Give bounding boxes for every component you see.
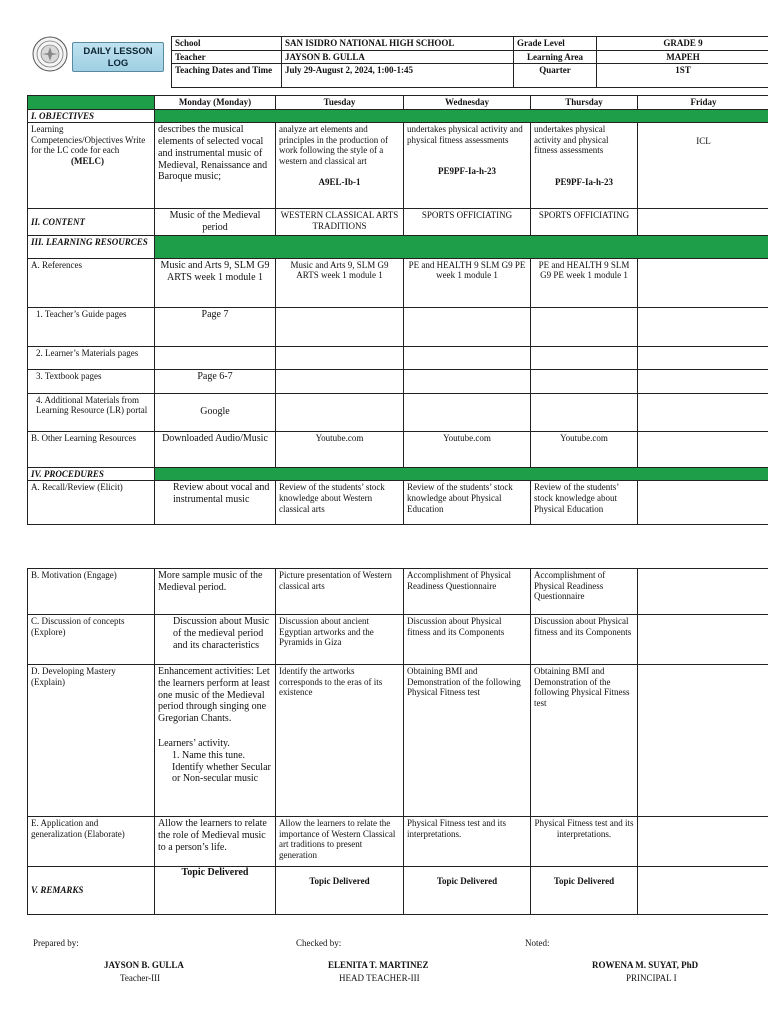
learning-area-value: MAPEH xyxy=(597,50,768,64)
other-resources-wednesday: Youtube.com xyxy=(404,431,531,467)
references-wednesday: PE and HEALTH 9 SLM G9 PE week 1 module 1 xyxy=(404,258,531,307)
remarks-monday: Topic Delivered xyxy=(155,867,276,915)
day-header-tuesday: Tuesday xyxy=(276,96,404,110)
checked-by-name: ELENITA T. MARTINEZ xyxy=(328,960,429,970)
header-info-table xyxy=(171,36,768,88)
remarks-tuesday: Topic Delivered xyxy=(276,867,404,915)
objectives-friday: ICL xyxy=(638,123,768,209)
textbook-pages-label: 3. Textbook pages xyxy=(28,369,155,393)
objectives-tuesday: analyze art elements and principles in the production of work following the style of a western and classical art A9EL-Ib-1 xyxy=(276,123,404,209)
discussion-wednesday: Discussion about Physical fitness and its Components xyxy=(404,615,531,665)
motivation-tuesday: Picture presentation of Western classical arts xyxy=(276,569,404,615)
content-wednesday: SPORTS OFFICIATING xyxy=(404,209,531,236)
references-monday: Music and Arts 9, SLM G9 ARTS week 1 module 1 xyxy=(155,258,276,307)
discussion-thursday: Discussion about Physical fitness and its Components xyxy=(531,615,638,665)
day-header-row xyxy=(28,96,768,110)
other-resources-thursday: Youtube.com xyxy=(531,431,638,467)
recall-wednesday: Review of the students’ stock knowledge about Physical Education xyxy=(404,481,531,525)
objectives-row-label: Learning Competencies/Objectives Write for the LC code for each (MELC) xyxy=(28,123,155,209)
learning-area-label: Learning Area xyxy=(514,50,597,64)
learners-materials-label: 2. Learner’s Materials pages xyxy=(28,346,155,369)
application-label: E. Application and generalization (Elaborate) xyxy=(28,817,155,867)
additional-materials-monday: Google xyxy=(155,393,276,431)
prepared-by-name: JAYSON B. GULLA xyxy=(104,960,184,970)
developing-mastery-thursday: Obtaining BMI and Demonstration of the following Physical Fitness test xyxy=(531,665,638,817)
references-label: A. References xyxy=(28,258,155,307)
other-resources-label: B. Other Learning Resources xyxy=(28,431,155,467)
recall-label: A. Recall/Review (Elicit) xyxy=(28,481,155,525)
remarks-wednesday: Topic Delivered xyxy=(404,867,531,915)
school-value: SAN ISIDRO NATIONAL HIGH SCHOOL xyxy=(282,37,514,51)
section-objectives: I. OBJECTIVES xyxy=(28,109,155,123)
checked-by-label: Checked by: xyxy=(296,938,342,948)
teacher-value: JAYSON B. GULLA xyxy=(282,50,514,64)
day-header-wednesday: Wednesday xyxy=(404,96,531,110)
section-content: II. CONTENT xyxy=(28,209,155,236)
additional-materials-label: 4. Additional Materials from Learning Resource (LR) portal xyxy=(28,393,155,431)
noted-by-name: ROWENA M. SUYAT, PhD xyxy=(592,960,699,970)
developing-mastery-monday: Enhancement activities: Let the learners perform at least one music of the Medieval period through singing one Gregorian Chants. Learners’ activity. 1. Name this tune. Identify whether Secular or Non-secular music xyxy=(155,665,276,817)
objectives-monday: describes the musical elements of selected vocal and instrumental music of Medieval, Renaissance and Baroque music; xyxy=(155,123,276,209)
day-header-friday: Friday xyxy=(638,96,768,110)
textbook-pages-monday: Page 6-7 xyxy=(155,369,276,393)
daily-lesson-log-badge xyxy=(72,42,164,72)
objectives-thursday: undertakes physical activity and physical fitness assessments PE9PF-Ia-h-23 xyxy=(531,123,638,209)
lesson-log-table-part-1 xyxy=(27,95,768,525)
lesson-log-table-part-2 xyxy=(27,568,768,915)
discussion-label: C. Discussion of concepts (Explore) xyxy=(28,615,155,665)
section-remarks: V. REMARKS xyxy=(28,867,155,915)
teachers-guide-label: 1. Teacher’s Guide pages xyxy=(28,307,155,346)
quarter-value: 1ST xyxy=(597,64,768,88)
application-thursday: Physical Fitness test and its interpretations. xyxy=(531,817,638,867)
application-tuesday: Allow the learners to relate the importance of Western Classical art traditions to present generation xyxy=(276,817,404,867)
day-header-monday: Monday (Monday) xyxy=(155,96,276,110)
section-learning-resources: III. LEARNING RESOURCES xyxy=(28,235,155,258)
noted-label: Noted: xyxy=(525,938,550,948)
motivation-thursday: Accomplishment of Physical Readiness Questionnaire xyxy=(531,569,638,615)
checked-by-title: HEAD TEACHER-III xyxy=(339,973,420,983)
remarks-thursday: Topic Delivered xyxy=(531,867,638,915)
other-resources-monday: Downloaded Audio/Music xyxy=(155,431,276,467)
discussion-monday: Discussion about Music of the medieval period and its characteristics xyxy=(155,615,276,665)
school-label: School xyxy=(172,37,282,51)
noted-by-title: PRINCIPAL I xyxy=(626,973,677,983)
application-monday: Allow the learners to relate the role of Medieval music to a person’s life. xyxy=(155,817,276,867)
content-thursday: SPORTS OFFICIATING xyxy=(531,209,638,236)
teacher-label: Teacher xyxy=(172,50,282,64)
developing-mastery-wednesday: Obtaining BMI and Demonstration of the following Physical Fitness test xyxy=(404,665,531,817)
prepared-by-title: Teacher-III xyxy=(120,973,161,983)
recall-tuesday: Review of the students’ stock knowledge about Western classical arts xyxy=(276,481,404,525)
recall-monday: Review about vocal and instrumental music xyxy=(155,481,276,525)
teaching-dates-label: Teaching Dates and Time xyxy=(172,64,282,88)
teaching-dates-value: July 29-August 2, 2024, 1:00-1:45 xyxy=(282,64,514,88)
grade-level-value: GRADE 9 xyxy=(597,37,768,51)
prepared-by-label: Prepared by: xyxy=(33,938,79,948)
quarter-label: Quarter xyxy=(514,64,597,88)
references-thursday: PE and HEALTH 9 SLM G9 PE week 1 module 1 xyxy=(531,258,638,307)
references-tuesday: Music and Arts 9, SLM G9 ARTS week 1 module 1 xyxy=(276,258,404,307)
teachers-guide-monday: Page 7 xyxy=(155,307,276,346)
developing-mastery-tuesday: Identify the artworks corresponds to the eras of its existence xyxy=(276,665,404,817)
recall-thursday: Review of the students’ stock knowledge about Physical Education xyxy=(531,481,638,525)
application-wednesday: Physical Fitness test and its interpretations. xyxy=(404,817,531,867)
section-procedures: IV. PROCEDURES xyxy=(28,467,155,481)
grade-level-label: Grade Level xyxy=(514,37,597,51)
content-tuesday: WESTERN CLASSICAL ARTS TRADITIONS xyxy=(276,209,404,236)
badge-line-1: DAILY LESSON xyxy=(83,46,153,57)
content-monday: Music of the Medieval period xyxy=(155,209,276,236)
motivation-wednesday: Accomplishment of Physical Readiness Questionnaire xyxy=(404,569,531,615)
discussion-tuesday: Discussion about ancient Egyptian artworks and the Pyramids in Giza xyxy=(276,615,404,665)
motivation-monday: More sample music of the Medieval period. xyxy=(155,569,276,615)
badge-line-2: LOG xyxy=(107,58,129,69)
day-header-thursday: Thursday xyxy=(531,96,638,110)
objectives-wednesday: undertakes physical activity and physical fitness assessments PE9PF-Ia-h-23 xyxy=(404,123,531,209)
developing-mastery-label: D. Developing Mastery (Explain) xyxy=(28,665,155,817)
other-resources-tuesday: Youtube.com xyxy=(276,431,404,467)
deped-seal-logo xyxy=(32,36,68,72)
motivation-label: B. Motivation (Engage) xyxy=(28,569,155,615)
